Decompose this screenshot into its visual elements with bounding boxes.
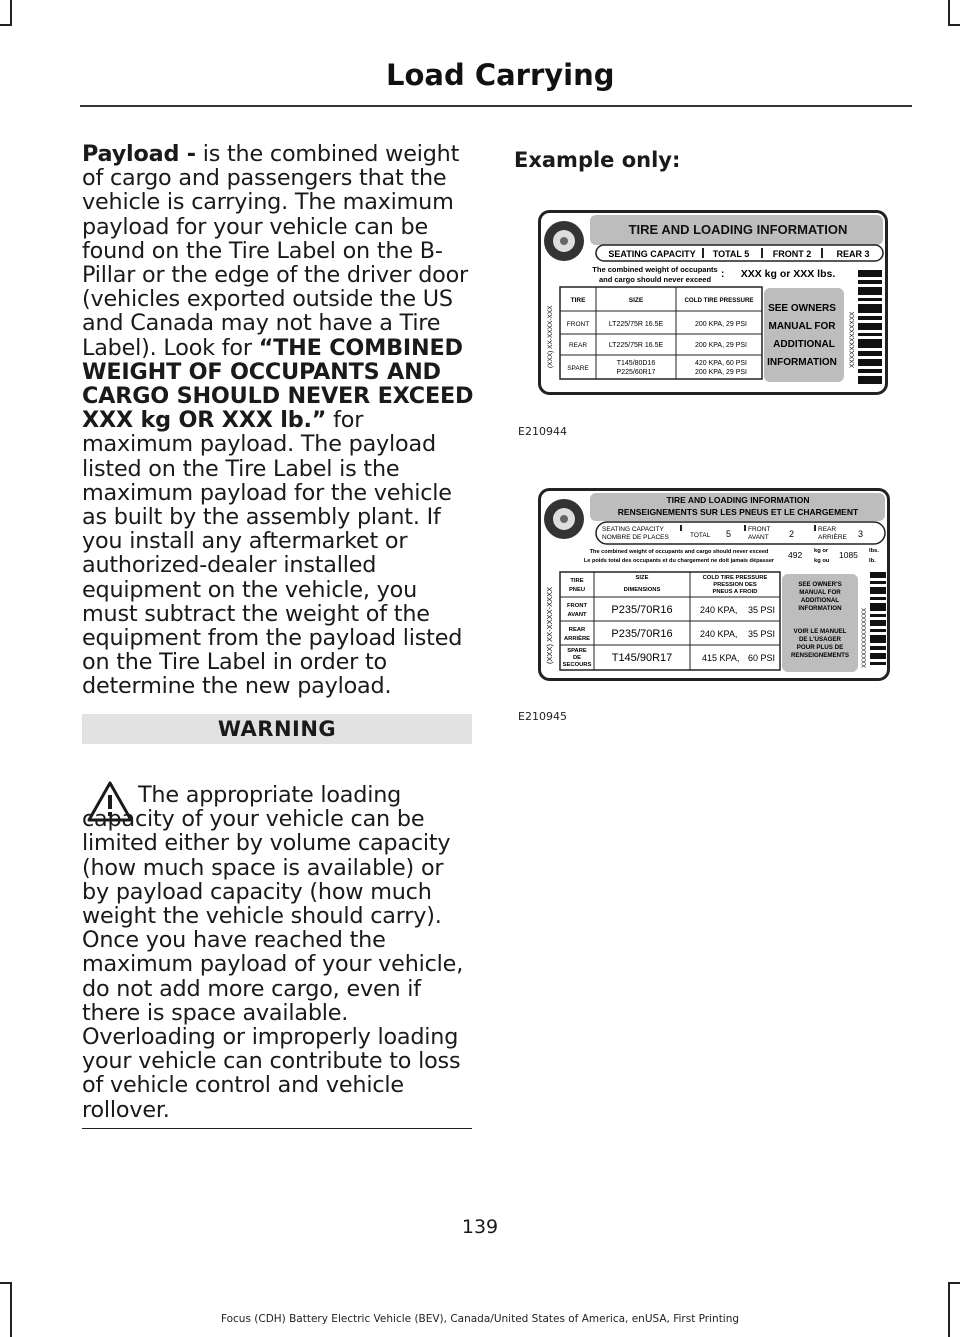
payload-quote: “THE COMBINED WEIGHT OF OCCUPANTS AND CARGO SHOULD NEVER EXCEED XXX kg OR XXX lb.” xyxy=(82,334,474,434)
crop-mark xyxy=(10,1282,12,1337)
svg-text:ADDITIONAL: ADDITIONAL xyxy=(800,597,840,604)
svg-text:ARRIÈRE: ARRIÈRE xyxy=(818,534,847,541)
svg-text:T145/90R17: T145/90R17 xyxy=(611,652,673,664)
crop-mark xyxy=(948,1282,950,1337)
warning-heading: WARNING xyxy=(82,714,472,744)
crop-mark xyxy=(948,0,950,26)
svg-text:kg or: kg or xyxy=(814,548,829,554)
svg-text:SEE OWNERS: SEE OWNERS xyxy=(768,303,836,314)
payload-paragraph xyxy=(82,142,477,699)
svg-text:NOMBRE DE PLACES: NOMBRE DE PLACES xyxy=(602,534,669,541)
crop-mark xyxy=(0,1282,12,1284)
svg-text:LT225/75R 16.5E: LT225/75R 16.5E xyxy=(608,342,664,349)
example-label: Example only: xyxy=(514,148,681,172)
payload-text-b: for maximum payload. The payload listed on the Tire Label is the maximum payload for the vehicle as built by the assembly plant. If you install any aftermarket or authorized-dealer installed equipment on the vehicle, you must subtract the weight of the equipment from the payload listed on the Tire Label in order to determine the new payload. xyxy=(82,407,463,700)
svg-text:P235/70R16: P235/70R16 xyxy=(611,604,673,616)
svg-text:5: 5 xyxy=(726,529,732,539)
payload-section xyxy=(82,142,477,699)
svg-text:TIRE AND LOADING INFORMATION: TIRE AND LOADING INFORMATION xyxy=(666,495,810,505)
label2-part-number: (XXX) XX-XXXX-XXXX xyxy=(545,586,554,664)
label1-exceed-value: XXX kg or XXX lbs. xyxy=(740,268,836,280)
label1-combined-2: and cargo should never exceed xyxy=(598,275,712,284)
svg-text:LT225/75R 16.5E: LT225/75R 16.5E xyxy=(608,321,664,328)
svg-text:200 KPA, 29 PSI: 200 KPA, 29 PSI xyxy=(694,321,748,328)
svg-text:3: 3 xyxy=(858,529,864,539)
svg-text:TIRE: TIRE xyxy=(570,297,586,304)
svg-text:240 KPA,: 240 KPA, xyxy=(700,605,738,615)
svg-text:SIZE: SIZE xyxy=(628,297,644,304)
label1-title: TIRE AND LOADING INFORMATION xyxy=(628,222,848,237)
svg-text:DE: DE xyxy=(572,655,582,661)
svg-text:RENSEIGNEMENTS: RENSEIGNEMENTS xyxy=(790,652,850,659)
svg-text:DIMENSIONS: DIMENSIONS xyxy=(623,587,661,593)
svg-text:The combined weight of occupan: The combined weight of occupants and cargo should never exceed xyxy=(589,549,769,555)
svg-text:SIZE: SIZE xyxy=(635,575,649,581)
label1-rear: REAR 3 xyxy=(836,249,870,259)
header-divider xyxy=(80,105,912,107)
label2-serial: XXXXXXXXXXXXXXX xyxy=(862,607,868,668)
svg-text:492: 492 xyxy=(788,550,803,560)
svg-text:PNEUS A FROID: PNEUS A FROID xyxy=(712,589,758,595)
svg-text:kg ou: kg ou xyxy=(814,558,830,564)
svg-text:lb.: lb. xyxy=(869,558,876,564)
svg-text:TIRE: TIRE xyxy=(570,578,584,584)
payload-text-a: is the combined weight of cargo and passengers that the vehicle is carrying. The maximum payload for your vehicle can be found on the Tire Label on the B-Pillar or the edge of the driver door (vehicles exported outside the US and Canada may not have a Tire Label). Look for xyxy=(82,141,469,361)
svg-text:T145/80D16: T145/80D16 xyxy=(616,360,656,367)
svg-text:lbs.: lbs. xyxy=(869,548,879,554)
svg-text:415 KPA,: 415 KPA, xyxy=(702,653,740,663)
svg-text:1085: 1085 xyxy=(839,550,858,560)
tire-wheel-icon xyxy=(544,221,584,261)
svg-text:PRESSION DES: PRESSION DES xyxy=(713,582,757,588)
svg-text:P225/60R17: P225/60R17 xyxy=(616,369,656,376)
svg-text:SEE OWNER'S: SEE OWNER'S xyxy=(798,581,842,588)
crop-mark xyxy=(948,1282,960,1284)
label1-total: TOTAL 5 xyxy=(712,249,750,259)
svg-text:35 PSI: 35 PSI xyxy=(748,629,776,639)
warning-body xyxy=(82,783,477,1122)
warning-divider xyxy=(82,1128,472,1129)
svg-text:AVANT: AVANT xyxy=(567,612,587,618)
crop-mark xyxy=(948,24,960,26)
svg-text:INFORMATION: INFORMATION xyxy=(798,605,842,612)
svg-text:2: 2 xyxy=(789,529,795,539)
svg-text:35 PSI: 35 PSI xyxy=(748,605,776,615)
crop-mark xyxy=(10,0,12,26)
svg-text:FRONT: FRONT xyxy=(748,526,771,533)
figure-code-1: E210944 xyxy=(518,425,567,438)
svg-text:AVANT: AVANT xyxy=(748,534,769,541)
svg-text:SPARE: SPARE xyxy=(567,365,589,372)
page-title: Load Carrying xyxy=(386,58,615,92)
svg-text:REAR: REAR xyxy=(568,342,588,349)
svg-text:REAR: REAR xyxy=(568,627,586,633)
label1-serial: XXXXXXXXXXXXX xyxy=(849,311,856,368)
payload-term: Payload - xyxy=(82,141,196,167)
svg-text:P235/70R16: P235/70R16 xyxy=(611,628,673,640)
label1-combined-1: The combined weight of occupants xyxy=(592,265,718,274)
svg-text:PNEU: PNEU xyxy=(568,587,586,593)
figure-code-2: E210945 xyxy=(518,710,567,723)
label1-front: FRONT 2 xyxy=(772,249,812,259)
svg-text:240 KPA,: 240 KPA, xyxy=(700,629,738,639)
page-number: 139 xyxy=(461,1216,499,1238)
svg-text:VOIR LE MANUEL: VOIR LE MANUEL xyxy=(793,628,847,635)
svg-text:SEATING CAPACITY: SEATING CAPACITY xyxy=(602,526,664,533)
svg-text:200 KPA, 29 PSI: 200 KPA, 29 PSI xyxy=(694,369,748,376)
label1-seating: SEATING CAPACITY xyxy=(608,249,696,259)
svg-text:DE L'USAGER: DE L'USAGER xyxy=(798,636,842,643)
svg-text::: : xyxy=(721,269,725,280)
svg-text:200 KPA, 29 PSI: 200 KPA, 29 PSI xyxy=(694,342,748,349)
svg-text:TOTAL: TOTAL xyxy=(690,532,711,539)
svg-text:MANUAL FOR: MANUAL FOR xyxy=(768,321,836,332)
svg-text:SECOURS: SECOURS xyxy=(562,662,592,668)
svg-text:SPARE: SPARE xyxy=(567,648,587,654)
svg-text:REAR: REAR xyxy=(818,526,837,533)
svg-text:INFORMATION: INFORMATION xyxy=(767,357,837,368)
svg-text:FRONT: FRONT xyxy=(566,321,590,328)
warning-text: The appropriate loading capacity of your vehicle can be limited either by volume capacity (how much space is available) or by payload capacity (how much weight the vehicle should carry). Once you have reached the maximum payload of your vehicle, do not add more cargo, even if there is space available. Overloading or improperly loading your vehicle can contribute to loss of vehicle control and vehicle rollover. xyxy=(82,782,464,1123)
svg-text:MANUAL FOR: MANUAL FOR xyxy=(799,589,841,596)
label1-part-number: (XXX) XX-XXXX-XXX xyxy=(547,305,554,368)
svg-text:POUR PLUS DE: POUR PLUS DE xyxy=(796,644,844,651)
svg-text:60 PSI: 60 PSI xyxy=(748,653,776,663)
tire-wheel-icon xyxy=(544,499,584,539)
crop-mark xyxy=(0,24,12,26)
svg-text:COLD TIRE PRESSURE: COLD TIRE PRESSURE xyxy=(702,575,768,581)
tire-label-bilingual xyxy=(538,488,890,682)
svg-text:RENSEIGNEMENTS SUR LES PNEUS E: RENSEIGNEMENTS SUR LES PNEUS ET LE CHARGEMENT xyxy=(617,507,859,517)
svg-text:420 KPA, 60 PSI: 420 KPA, 60 PSI xyxy=(694,360,748,367)
svg-text:ARRIÈRE: ARRIÈRE xyxy=(563,636,591,642)
svg-text:ADDITIONAL: ADDITIONAL xyxy=(773,339,835,350)
footer-text: Focus (CDH) Battery Electric Vehicle (BEV), Canada/United States of America, enUSA, First Printing xyxy=(220,1313,740,1325)
svg-text:COLD TIRE PRESSURE: COLD TIRE PRESSURE xyxy=(684,297,754,304)
svg-text:Le poids total des occupants e: Le poids total des occupants et du chargement ne doit jamais dépasser xyxy=(583,558,775,564)
svg-text:FRONT: FRONT xyxy=(567,603,587,609)
tire-label-english xyxy=(538,210,888,396)
